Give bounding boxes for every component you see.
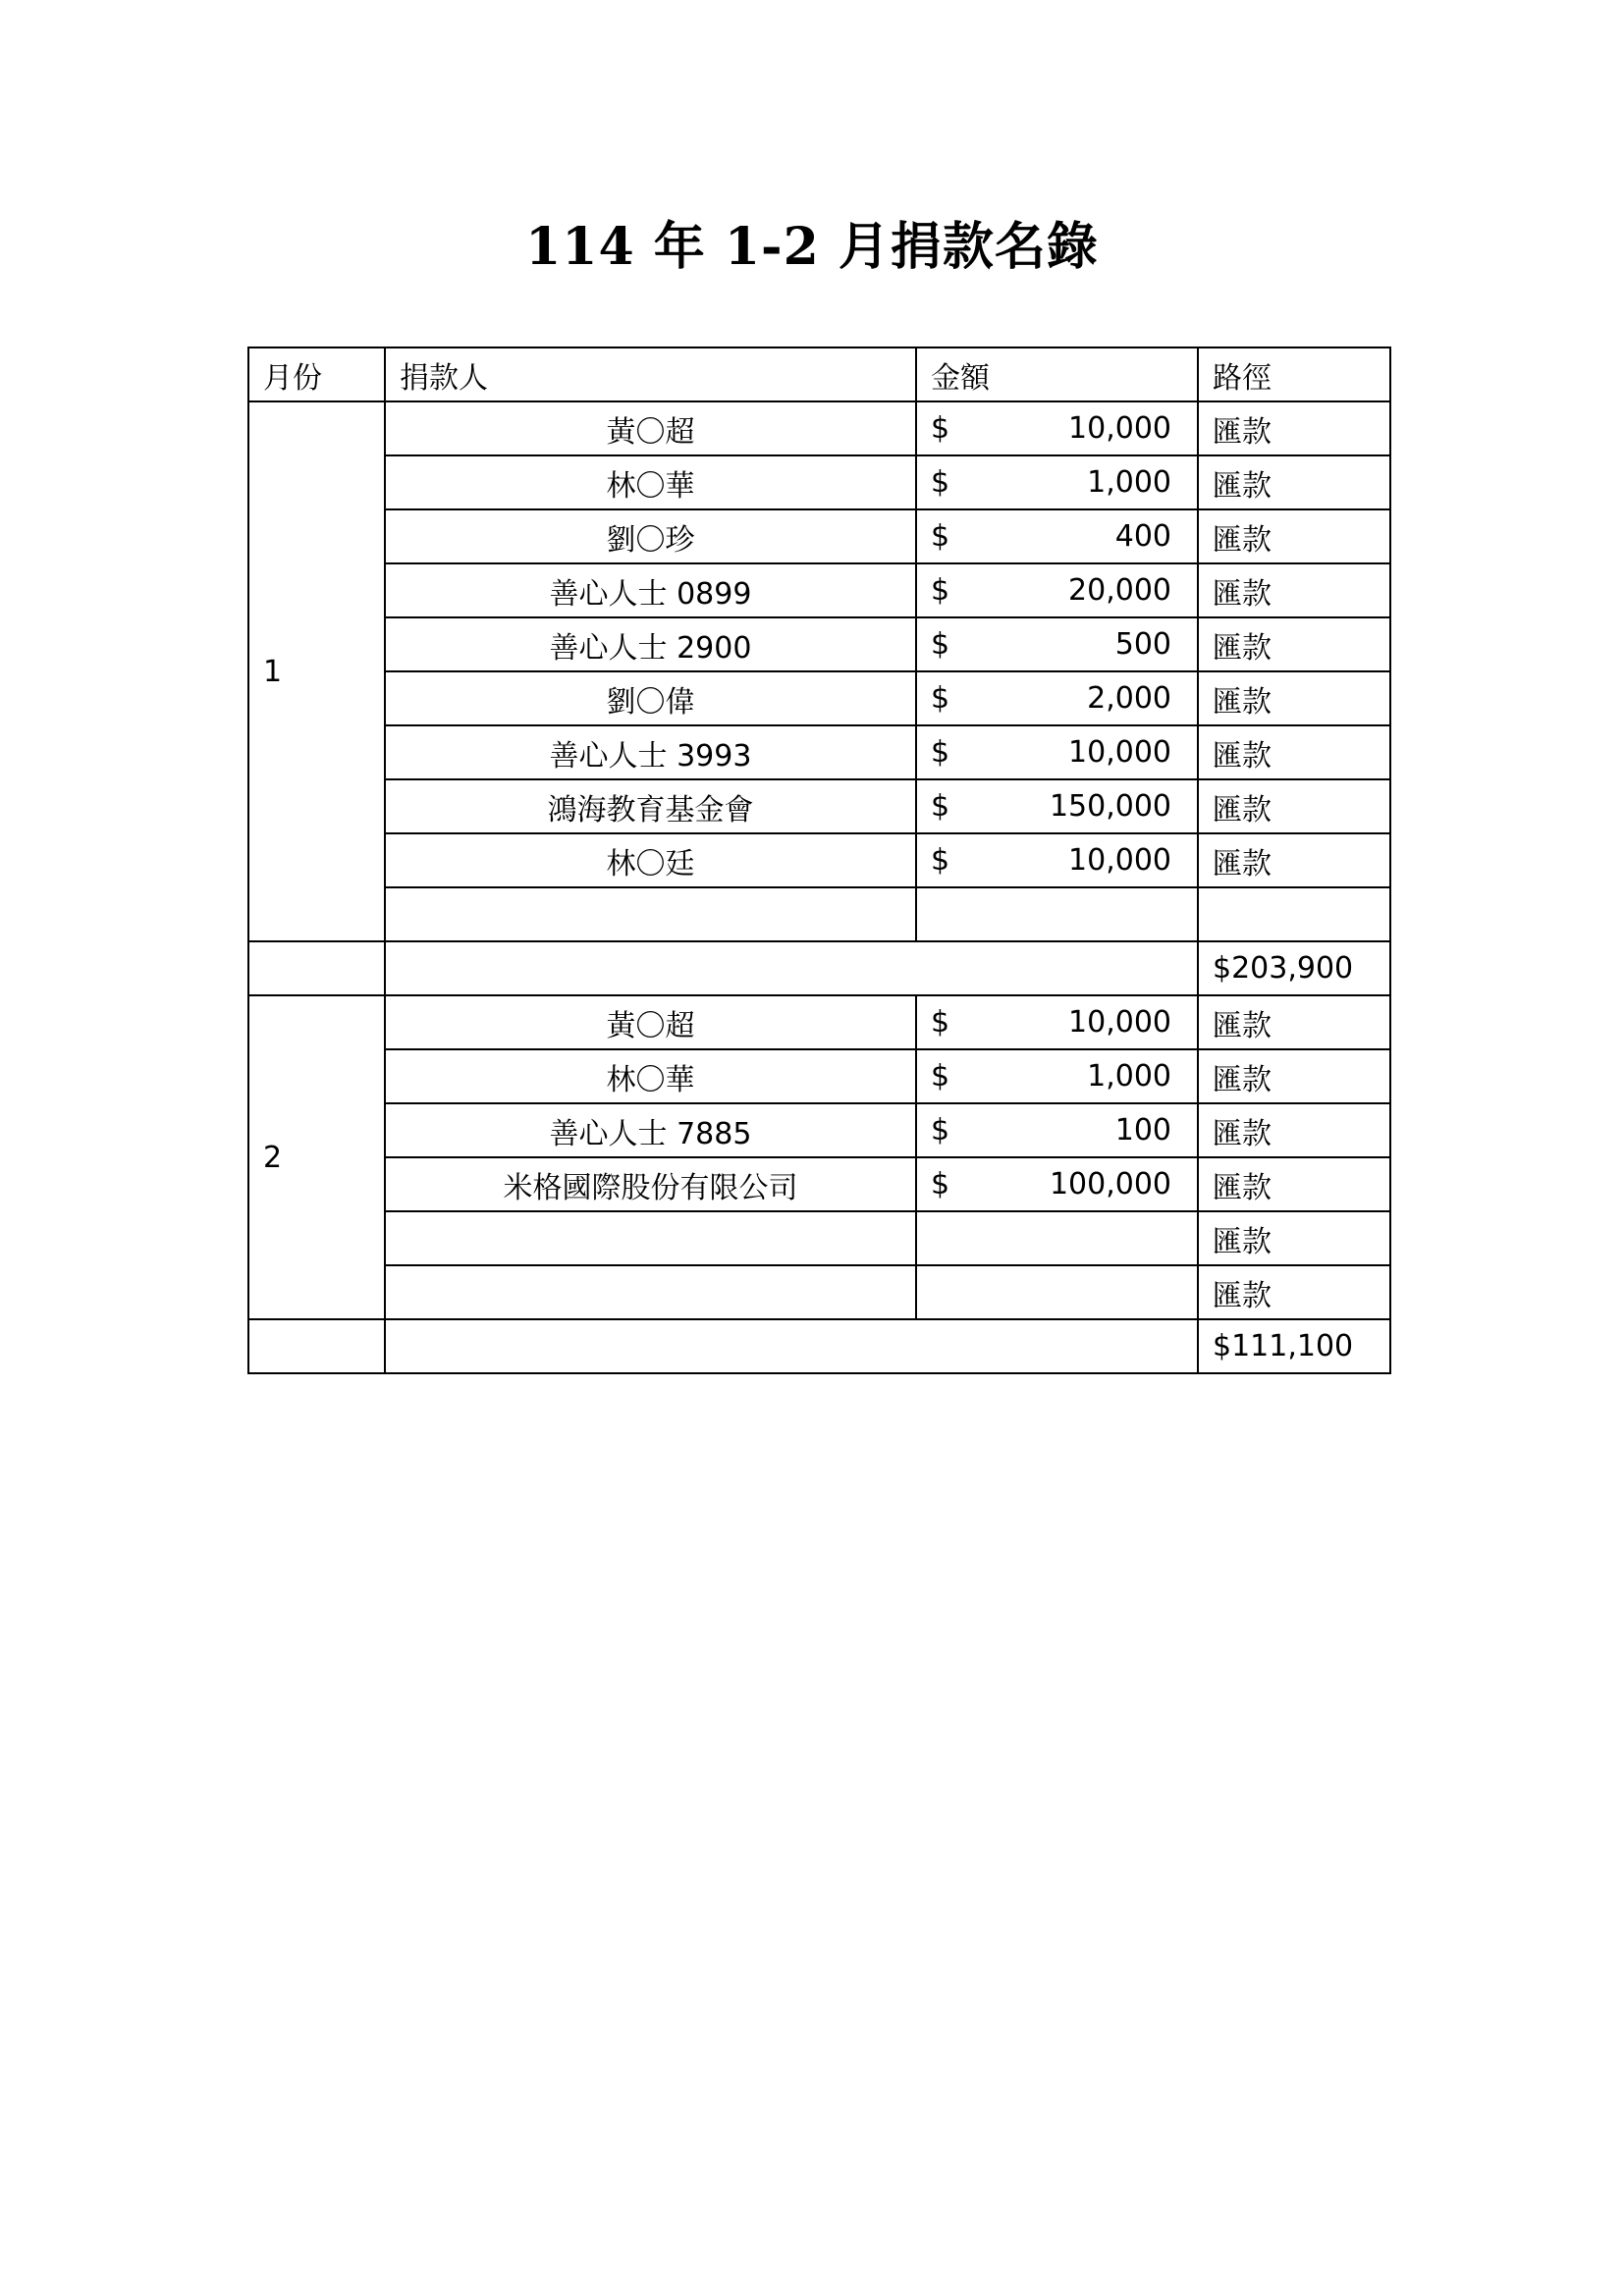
amount-value: 1,000: [1087, 1059, 1171, 1094]
amount-value: 150,000: [1049, 789, 1171, 824]
donor-cell: 善心人士 2900: [385, 617, 916, 671]
table-row: [248, 455, 1390, 509]
page-title: 114 年 1-2 月捐款名錄: [525, 217, 1099, 277]
amount-cell: [916, 725, 1198, 779]
table-row: [248, 1103, 1390, 1157]
table-row: [248, 887, 1390, 941]
amount-value-wrap: [931, 843, 1183, 878]
donor-cell: 林〇華: [385, 1049, 916, 1103]
amount-cell: [916, 779, 1198, 833]
donor-cell: 黃〇超: [385, 401, 916, 455]
amount-value-wrap: [931, 627, 1183, 662]
amount-value: 10,000: [1068, 411, 1171, 446]
amount-value-wrap: [931, 1005, 1183, 1040]
method-cell: 匯款: [1198, 401, 1390, 455]
method-cell: 匯款: [1198, 833, 1390, 887]
amount-value: 20,000: [1068, 573, 1171, 608]
method-cell: 匯款: [1198, 725, 1390, 779]
donor-cell: 鴻海教育基金會: [385, 779, 916, 833]
subtotal-row: [248, 1319, 1390, 1373]
donor-cell: 善心人士 0899: [385, 563, 916, 617]
amount-value-wrap: [931, 465, 1183, 500]
donor-cell: 米格國際股份有限公司: [385, 1157, 916, 1211]
currency-symbol: $: [931, 465, 950, 500]
amount-cell: [916, 1157, 1198, 1211]
amount-cell: [916, 887, 1198, 941]
month-cell: 1: [248, 401, 385, 941]
month-cell: 2: [248, 995, 385, 1319]
amount-value: 100,000: [1049, 1167, 1171, 1201]
header-method: 路徑: [1198, 347, 1390, 401]
currency-symbol: $: [931, 519, 950, 554]
donor-cell: 黃〇超: [385, 995, 916, 1049]
amount-value-wrap: [931, 519, 1183, 554]
amount-cell: [916, 833, 1198, 887]
amount-value: 100: [1114, 1113, 1171, 1148]
currency-symbol: $: [931, 1005, 950, 1040]
amount-value: 10,000: [1068, 735, 1171, 770]
header-month: 月份: [248, 347, 385, 401]
currency-symbol: $: [931, 789, 950, 824]
amount-cell: [916, 455, 1198, 509]
donor-cell: 林〇廷: [385, 833, 916, 887]
amount-value: 2,000: [1087, 681, 1171, 716]
donor-cell: 善心人士 3993: [385, 725, 916, 779]
amount-value: 10,000: [1068, 1005, 1171, 1040]
amount-cell: [916, 1103, 1198, 1157]
method-cell: 匯款: [1198, 563, 1390, 617]
table-row: [248, 617, 1390, 671]
method-cell: 匯款: [1198, 995, 1390, 1049]
donor-cell: [385, 887, 916, 941]
donor-cell: 劉〇偉: [385, 671, 916, 725]
currency-symbol: $: [931, 1059, 950, 1094]
table-row: [248, 509, 1390, 563]
donor-cell: 林〇華: [385, 455, 916, 509]
amount-cell: [916, 563, 1198, 617]
amount-value-wrap: [931, 1059, 1183, 1094]
amount-value-wrap: [931, 789, 1183, 824]
header-donor: 捐款人: [385, 347, 916, 401]
donor-cell: [385, 1211, 916, 1265]
amount-value: 400: [1114, 519, 1171, 554]
table-row: [248, 1211, 1390, 1265]
amount-cell: [916, 1265, 1198, 1319]
amount-cell: [916, 401, 1198, 455]
method-cell: 匯款: [1198, 1157, 1390, 1211]
subtotal-row: [248, 941, 1390, 995]
table-row: [248, 995, 1390, 1049]
currency-symbol: $: [931, 411, 950, 446]
method-cell: 匯款: [1198, 1211, 1390, 1265]
method-cell: 匯款: [1198, 617, 1390, 671]
table-row: [248, 401, 1390, 455]
method-cell: 匯款: [1198, 671, 1390, 725]
method-cell: 匯款: [1198, 455, 1390, 509]
table-row: [248, 1265, 1390, 1319]
method-cell: 匯款: [1198, 509, 1390, 563]
header-amount: 金額: [916, 347, 1198, 401]
donor-cell: 劉〇珍: [385, 509, 916, 563]
subtotal-amount: $111,100: [1198, 1319, 1390, 1373]
amount-value-wrap: [931, 735, 1183, 770]
subtotal-blank: [385, 941, 1198, 995]
table-row: [248, 725, 1390, 779]
amount-value: 1,000: [1087, 465, 1171, 500]
amount-value-wrap: [931, 1167, 1183, 1201]
method-cell: [1198, 887, 1390, 941]
currency-symbol: $: [931, 627, 950, 662]
currency-symbol: $: [931, 681, 950, 716]
method-cell: 匯款: [1198, 1103, 1390, 1157]
table-header-row: [248, 347, 1390, 401]
table-row: [248, 1049, 1390, 1103]
amount-cell: [916, 995, 1198, 1049]
subtotal-blank: [385, 1319, 1198, 1373]
amount-value-wrap: [931, 411, 1183, 446]
currency-symbol: $: [931, 1167, 950, 1201]
amount-value: 500: [1114, 627, 1171, 662]
donor-cell: 善心人士 7885: [385, 1103, 916, 1157]
table-row: [248, 671, 1390, 725]
amount-cell: [916, 509, 1198, 563]
table-row: [248, 833, 1390, 887]
donor-cell: [385, 1265, 916, 1319]
table-body: [248, 401, 1390, 1373]
table-row: [248, 1157, 1390, 1211]
table-row: [248, 779, 1390, 833]
amount-cell: [916, 1211, 1198, 1265]
donation-table: [247, 347, 1391, 1374]
currency-symbol: $: [931, 573, 950, 608]
amount-value: 10,000: [1068, 843, 1171, 878]
method-cell: 匯款: [1198, 779, 1390, 833]
amount-value-wrap: [931, 681, 1183, 716]
currency-symbol: $: [931, 1113, 950, 1148]
method-cell: 匯款: [1198, 1265, 1390, 1319]
amount-value-wrap: [931, 1113, 1183, 1148]
amount-cell: [916, 617, 1198, 671]
subtotal-amount: $203,900: [1198, 941, 1390, 995]
currency-symbol: $: [931, 735, 950, 770]
amount-value-wrap: [931, 573, 1183, 608]
subtotal-month-blank: [248, 941, 385, 995]
amount-cell: [916, 1049, 1198, 1103]
amount-cell: [916, 671, 1198, 725]
method-cell: 匯款: [1198, 1049, 1390, 1103]
currency-symbol: $: [931, 843, 950, 878]
table-row: [248, 563, 1390, 617]
subtotal-month-blank: [248, 1319, 385, 1373]
